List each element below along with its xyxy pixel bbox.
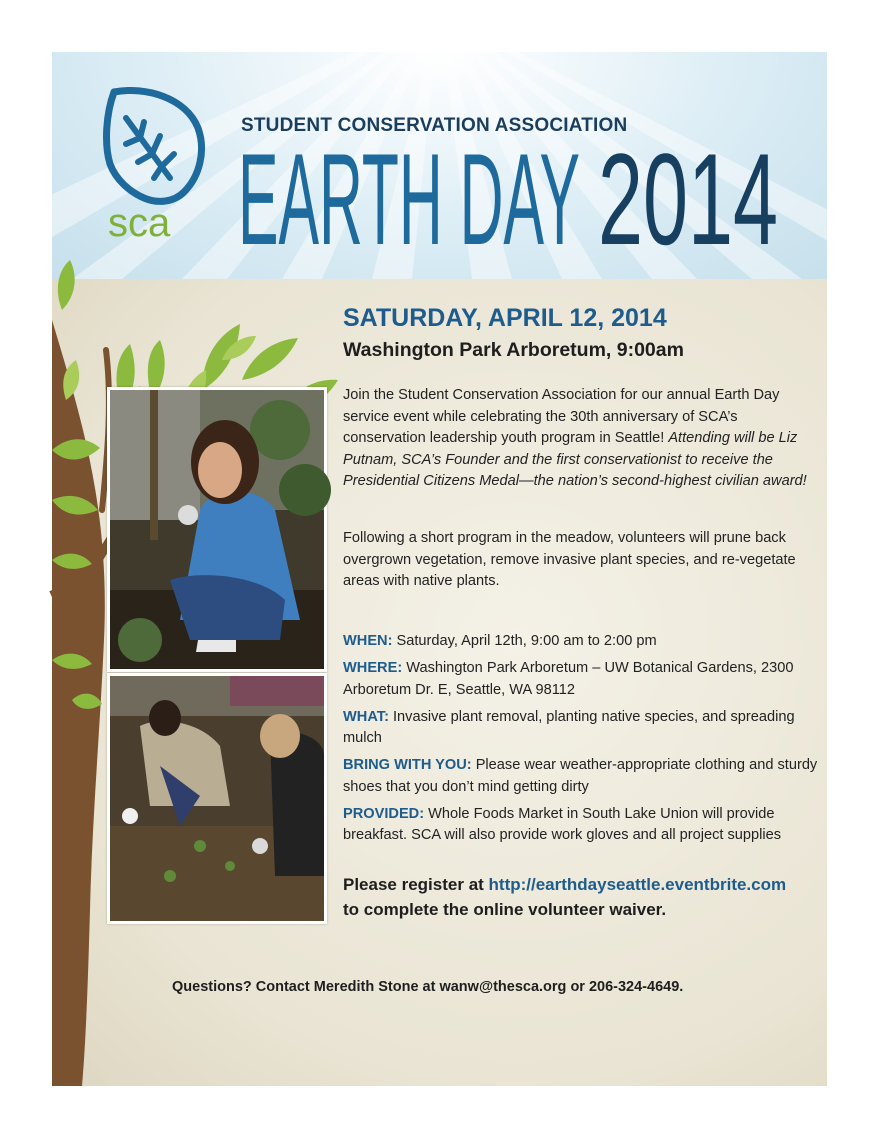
detail-label: PROVIDED: bbox=[343, 805, 425, 822]
intro-text: Join the Student Conservation Association for our annual Earth Day service event while celebrating the 30th anniversary of SCA’s conservation leadership youth program in Seattle! bbox=[343, 387, 780, 446]
earth-day-headline bbox=[238, 126, 778, 272]
detail-what bbox=[343, 707, 823, 750]
event-venue: Washington Park Arboretum, 9:00am bbox=[343, 339, 684, 361]
program-paragraph: Following a short program in the meadow, volunteers will prune back overgrown vegetation, remove invasive plant species, and re-vegetate areas with native plants. bbox=[343, 530, 796, 589]
detail-label: WHERE: bbox=[343, 660, 403, 676]
detail-text: Please wear weather-appropriate clothing and sturdy shoes that you don’t mind getting dirty bbox=[343, 757, 818, 795]
intro-paragraph bbox=[343, 385, 818, 493]
registration-note bbox=[343, 872, 823, 922]
headline-earth-day: EARTH DAY bbox=[238, 126, 580, 272]
organization-name: STUDENT CONSERVATION ASSOCIATION bbox=[241, 115, 628, 136]
detail-bring bbox=[343, 755, 823, 798]
logo-wordmark: sca bbox=[108, 201, 171, 245]
photo-group-planting bbox=[107, 673, 327, 924]
registration-link[interactable]: http://earthdayseattle.eventbrite.com bbox=[488, 875, 787, 894]
detail-when bbox=[343, 631, 823, 653]
detail-text: Invasive plant removal, planting native species, and spreading mulch bbox=[343, 708, 795, 746]
event-date: SATURDAY, APRIL 12, 2014 bbox=[343, 304, 667, 332]
detail-text: Whole Foods Market in South Lake Union will provide breakfast. SCA will also provide work gloves and all project supplies bbox=[343, 805, 782, 843]
detail-text: Washington Park Arboretum – UW Botanical Gardens, 2300 Arboretum Dr. E, Seattle, WA 98112 bbox=[343, 660, 794, 698]
detail-label: BRING WITH YOU: bbox=[343, 757, 472, 773]
register-prefix: Please register at bbox=[343, 875, 489, 894]
intro-italic-text: Attending will be Liz Putnam, SCA’s Founder and the first conservationist to receive the Presidential Citizens Medal—the nation’s second-highest civilian award! bbox=[343, 430, 807, 489]
detail-text: Saturday, April 12th, 9:00 am to 2:00 pm bbox=[396, 633, 657, 649]
flyer-page bbox=[52, 52, 827, 1086]
register-suffix: to complete the online volunteer waiver. bbox=[343, 900, 667, 919]
detail-label: WHEN: bbox=[343, 633, 393, 649]
detail-provided bbox=[343, 804, 823, 847]
detail-label: WHAT: bbox=[343, 708, 389, 725]
contact-line: Questions? Contact Meredith Stone at wanw@thesca.org or 206-324-4649. bbox=[172, 979, 684, 995]
sca-logo bbox=[100, 84, 210, 244]
header-banner bbox=[52, 52, 827, 279]
headline-year: 2014 bbox=[598, 126, 778, 272]
photo-volunteer-planting bbox=[107, 387, 327, 672]
detail-where bbox=[343, 658, 823, 701]
event-details bbox=[343, 631, 823, 852]
